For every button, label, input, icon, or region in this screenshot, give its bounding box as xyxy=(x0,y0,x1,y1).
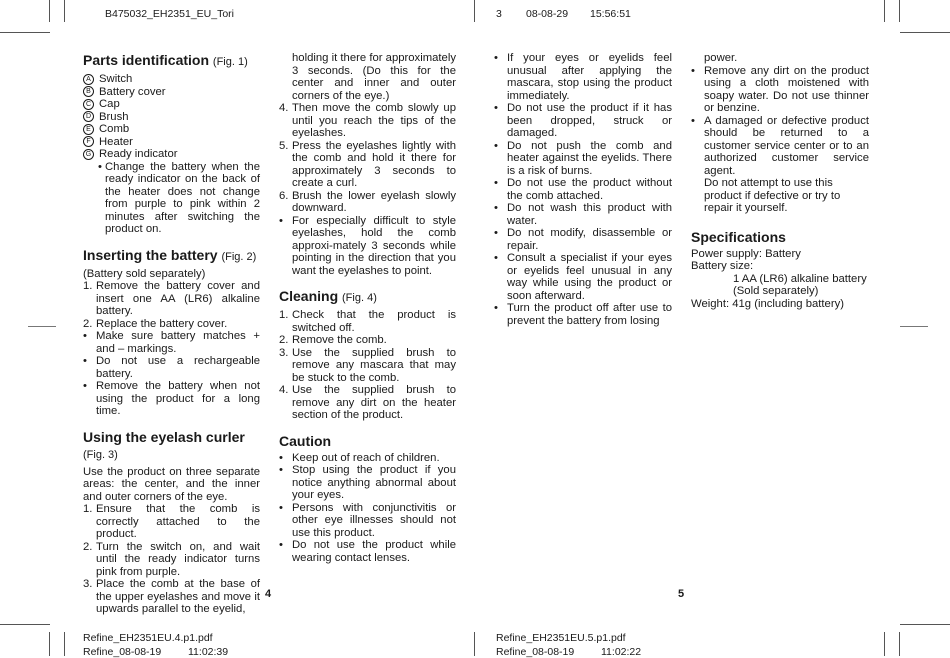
footer-left-file: Refine_EH2351EU.4.p1.pdf xyxy=(83,632,213,644)
repair-note: Do not attempt to use this product if defective or try to repair it yourself. xyxy=(704,177,841,214)
list-item: • Do not use the product while wearing contact lenses. xyxy=(279,539,456,564)
section-title-parts: Parts identification (Fig. 1) xyxy=(83,52,248,68)
power-continued: power. xyxy=(704,52,738,64)
list-item: 2. Remove the comb. xyxy=(279,334,387,346)
spec-battery-type: 1 AA (LR6) alkaline battery xyxy=(733,272,867,285)
footer-right-time: 11:02:22 xyxy=(601,646,642,658)
page-number-left: 4 xyxy=(265,588,272,600)
list-item: • Consult a specialist if your eyes or eyelids feel unusual in any way while using the product or soon afterward. xyxy=(494,252,672,302)
list-item: • Do not use the product without the comb attached. xyxy=(494,177,672,202)
spec-sold-separately: (Sold separately) xyxy=(733,285,819,297)
header-page: 3 xyxy=(496,8,502,20)
crop-mark xyxy=(884,632,885,656)
list-item: • A damaged or defective product should be returned to a customer service center or to an authorized customer service agent. xyxy=(691,114,869,177)
section-title-caution: Caution xyxy=(279,432,332,449)
crop-mark xyxy=(884,0,885,22)
list-item: 6. Brush the lower eyelash slowly downward. xyxy=(279,189,456,214)
crop-mark xyxy=(474,0,475,22)
column-2 xyxy=(279,52,456,564)
parts-note: • Change the battery when the ready indicator on the back of the heater does not change from purple to pink within 2 minutes after switching the product on. xyxy=(98,160,260,235)
list-item: 3. Place the comb at the base of the upper eyelashes and move it upwards parallel to the eyelid, xyxy=(83,578,260,615)
page-number-right: 5 xyxy=(678,588,685,600)
list-item: • For especially difficult to style eyelashes, hold the comb approxi-mately 3 seconds while pointing in the direction that you want the eyelashes to point. xyxy=(279,214,456,277)
list-item: 1. Check that the product is switched off. xyxy=(279,309,456,334)
list-item: E Comb xyxy=(83,123,260,136)
list-item: 1. Ensure that the comb is correctly attached to the product. xyxy=(83,503,260,540)
list-item: • Keep out of reach of children. xyxy=(279,451,440,464)
battery-sold-note: (Battery sold separately) xyxy=(83,267,206,280)
list-item: • Make sure battery matches + and – markings. xyxy=(83,330,260,355)
list-item: • Do not use a rechargeable battery. xyxy=(83,355,260,380)
section-title-cleaning: Cleaning (Fig. 4) xyxy=(279,288,377,304)
list-item: A Switch xyxy=(83,73,260,86)
crop-mark xyxy=(899,632,900,656)
list-item: G Ready indicator xyxy=(83,148,260,161)
list-item: • Do not wash this product with water. xyxy=(494,202,672,227)
section-title-battery: Inserting the battery (Fig. 2) xyxy=(83,246,257,263)
spec-power-supply: Power supply: Battery xyxy=(691,247,801,260)
side-tab-mark xyxy=(900,326,928,327)
crop-mark xyxy=(64,0,65,22)
list-item: • Do not use the product if it has been dropped, struck or damaged. xyxy=(494,102,672,139)
list-item: • Remove the battery when not using the product for a long time. xyxy=(83,380,260,417)
list-item: 3. Use the supplied brush to remove any mascara that may be stuck to the comb. xyxy=(279,346,456,384)
column-4 xyxy=(691,52,869,310)
crop-mark xyxy=(49,0,50,22)
footer-right-refine: Refine_08-08-19 xyxy=(496,646,575,658)
using-intro: Use the product on three separate areas: the center, and the inner and outer corners of the eye. xyxy=(83,465,260,503)
crop-mark xyxy=(0,32,50,33)
list-item: B Battery cover xyxy=(83,86,260,99)
list-item: • Persons with conjunctivitis or other eye illnesses should not use this product. xyxy=(279,501,456,539)
list-item: 1. Remove the battery cover and insert one AA (LR6) alkaline battery. xyxy=(83,280,260,317)
crop-mark xyxy=(900,32,950,33)
list-item: • Turn the product off after use to prevent the battery from losing xyxy=(494,302,672,327)
list-item: C Cap xyxy=(83,98,260,111)
spec-weight: Weight: 41g (including battery) xyxy=(691,297,845,310)
list-item: 4. Use the supplied brush to remove any dirt on the heater section of the product. xyxy=(279,384,456,421)
list-item: F Heater xyxy=(83,136,260,149)
crop-mark xyxy=(900,624,950,625)
section-title-specifications: Specifications xyxy=(691,228,786,245)
column-1 xyxy=(83,52,260,616)
crop-mark xyxy=(64,632,65,656)
list-item: D Brush xyxy=(83,111,260,124)
crop-mark xyxy=(899,0,900,22)
crop-mark xyxy=(0,624,50,625)
list-item: 5. Press the eyelashes lightly with the comb and hold it there for approximately 3 seconds to create a curl. xyxy=(279,139,456,189)
parts-list xyxy=(83,73,260,161)
list-item: 2. Turn the switch on, and wait until the ready indicator turns pink from purple. xyxy=(83,540,260,578)
header-time: 15:56:51 xyxy=(590,8,631,20)
list-item: 2. Replace the battery cover. xyxy=(83,317,228,330)
list-item: • Stop using the product if you notice anything abnormal about your eyes. xyxy=(279,464,456,501)
crop-mark xyxy=(49,632,50,656)
footer-left-time: 11:02:39 xyxy=(188,646,229,658)
list-item: • Do not push the comb and heater against the eyelids. There is a risk of burns. xyxy=(494,139,672,177)
list-item: • Do not modify, disassemble or repair. xyxy=(494,227,672,252)
spec-battery-size: Battery size: xyxy=(691,260,754,272)
list-item: 4. Then move the comb slowly up until you reach the tips of the eyelashes. xyxy=(279,102,456,139)
list-item: • If your eyes or eyelids feel unusual after applying the mascara, stop using the product immediately. xyxy=(494,52,672,102)
list-item: • Remove any dirt on the product using a cloth moistened with soapy water. Do not use thinner or benzine. xyxy=(691,64,869,114)
header-job-id: B475032_EH2351_EU_Tori xyxy=(105,8,235,20)
step-3-continued: holding it there for approximately 3 seconds. (Do this for the center and inner and outer corners of the eye.) xyxy=(292,52,456,102)
header-date: 08-08-29 xyxy=(526,8,569,20)
section-title-using: Using the eyelash curler (Fig. 3) xyxy=(83,428,245,461)
column-3 xyxy=(494,52,672,327)
side-tab-mark xyxy=(28,326,56,327)
crop-mark xyxy=(474,632,475,656)
footer-left-refine: Refine_08-08-19 xyxy=(83,646,162,658)
footer-right-file: Refine_EH2351EU.5.p1.pdf xyxy=(496,632,626,644)
